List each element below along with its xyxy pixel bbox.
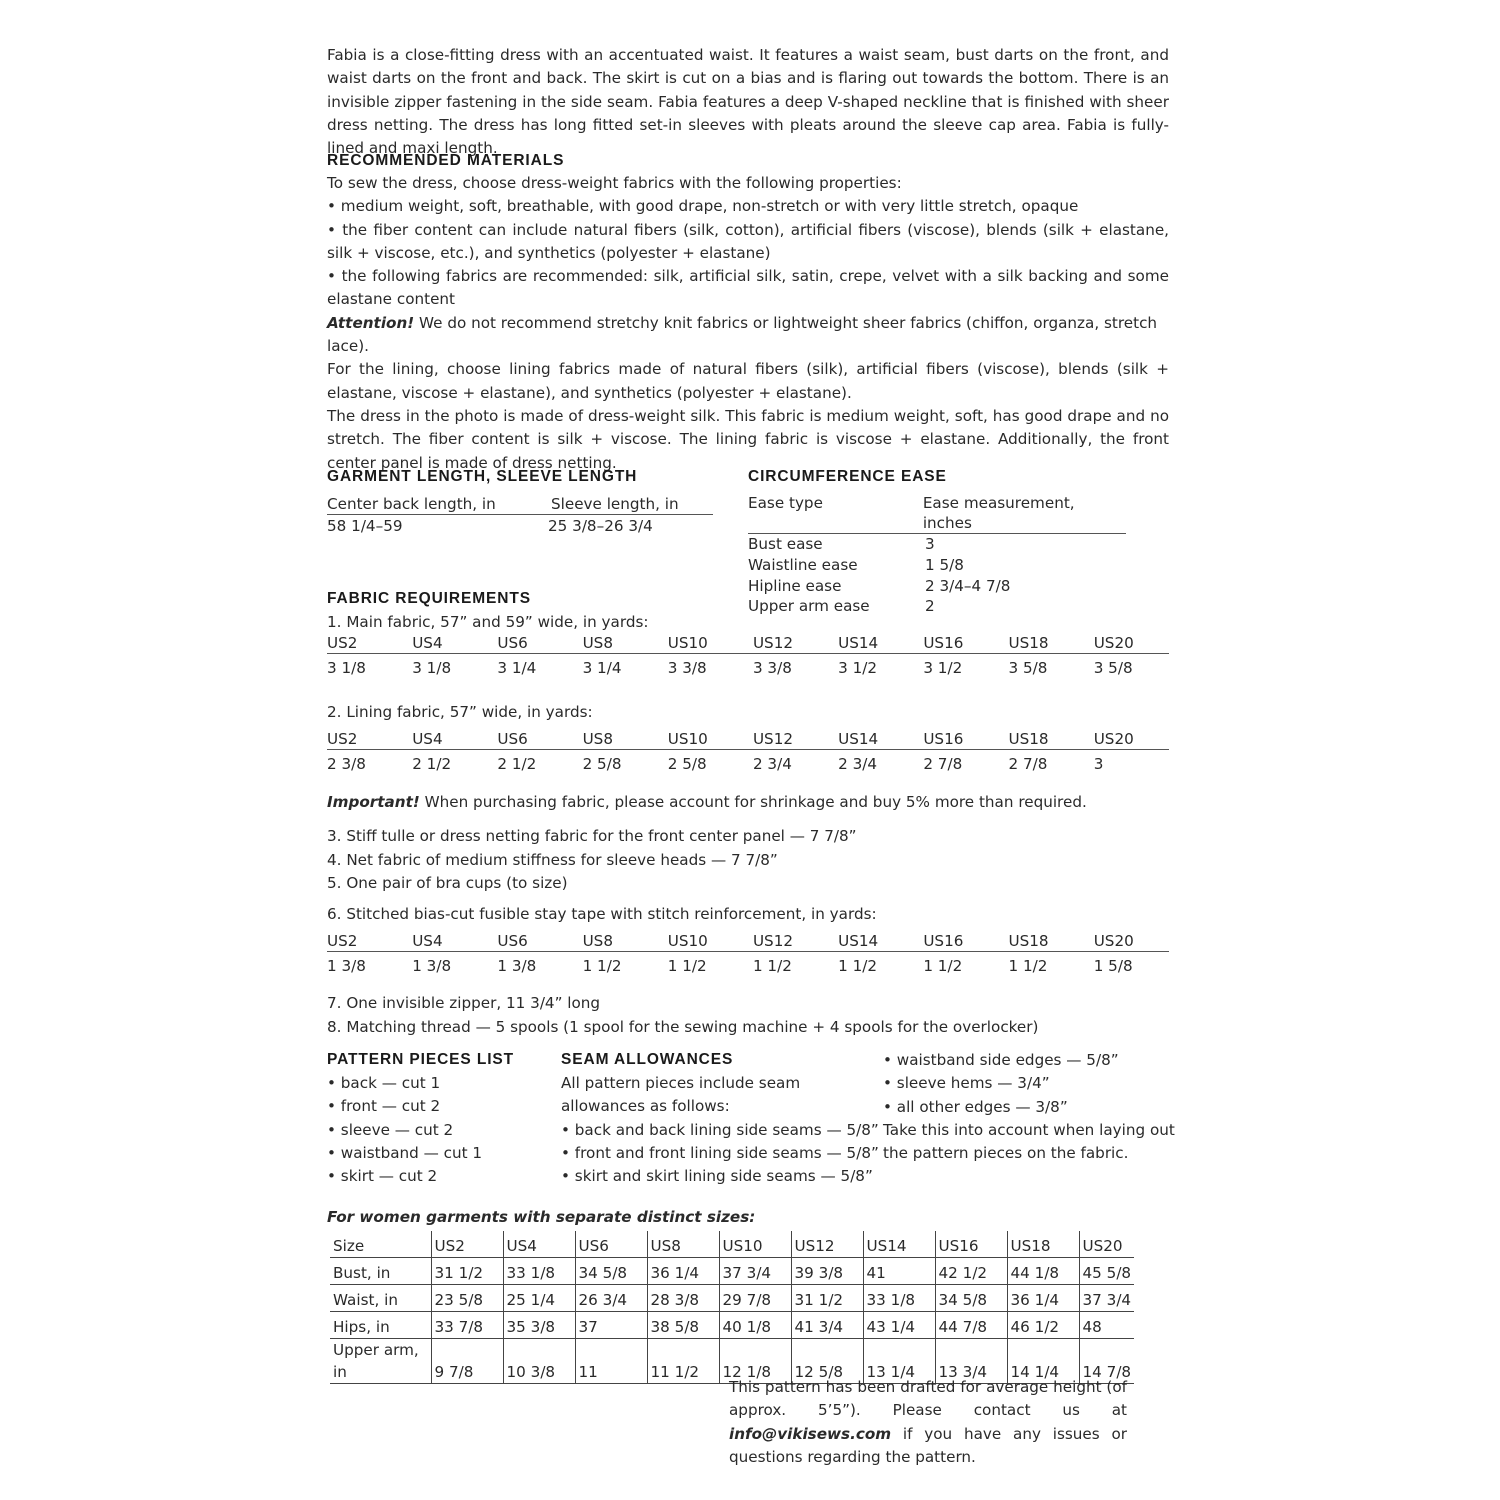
measurement-value-cell: 31 1/2	[431, 1258, 503, 1285]
yardage-cell: 1 3/8	[327, 957, 366, 975]
size-header-cell: US16	[923, 932, 964, 950]
measurement-value-cell: 26 3/4	[575, 1285, 647, 1312]
measurements-header-cell: Size	[330, 1231, 431, 1258]
measurements-row	[330, 1312, 1134, 1339]
yardage-cell: 3 3/8	[667, 659, 707, 677]
measurement-value-cell: 11	[575, 1339, 647, 1384]
ease-type: Bust ease	[748, 535, 823, 553]
measurements-header-cell: US8	[647, 1231, 719, 1258]
stay-tape-label: 6. Stitched bias-cut fusible stay tape with stitch reinforcement, in yards:	[327, 905, 877, 923]
ease-row	[748, 534, 1126, 555]
piece-item: • front — cut 2	[327, 1097, 441, 1116]
measurement-value-cell: 43 1/4	[863, 1312, 935, 1339]
seam-line: All pattern pieces include seam	[561, 1074, 801, 1092]
seam-line: • waistband side edges — 5/8”	[883, 1051, 1119, 1069]
measurement-value-cell: 40 1/8	[719, 1312, 791, 1339]
measurement-value-cell: 9 7/8	[431, 1339, 503, 1384]
fabric-items-3-5	[327, 825, 857, 896]
yardage-cell: 2 7/8	[1008, 755, 1048, 773]
yardage-cell: 3 1/2	[838, 659, 878, 677]
ease-type: Waistline ease	[748, 555, 858, 574]
size-header-cell: US20	[1093, 634, 1134, 652]
lining-fabric-block	[327, 700, 1169, 775]
ease-measurement-header: Ease measurement, inches	[922, 494, 1075, 532]
yardage-cell: 1 1/2	[582, 957, 622, 975]
measurement-value-cell: 33 1/8	[503, 1258, 575, 1285]
yardage-cell: 1 1/2	[667, 957, 707, 975]
pattern-pieces-heading: PATTERN PIECES LIST	[327, 1051, 515, 1068]
measurements-title: For women garments with separate distinct sizes:	[327, 1208, 756, 1226]
footer-text-pre: This pattern has been drafted for average height (of approx. 5’5”). Please contact us at	[729, 1378, 1127, 1420]
measurement-value-cell: 44 1/8	[1007, 1258, 1079, 1285]
photo-paragraph: The dress in the photo is made of dress-weight silk. This fabric is medium weight, soft, has good drape and no stretch. The fiber content is silk + viscose. The lining fabric is viscose + elastane. Additionally, the front center panel is made of dress netting.	[327, 406, 1169, 472]
yardage-cell: 1 3/8	[412, 957, 452, 975]
measurements-row	[330, 1258, 1134, 1285]
size-header-cell: US14	[838, 730, 879, 748]
main-fabric-label: 1. Main fabric, 57” and 59” wide, in yards:	[327, 613, 649, 631]
seam-line: • front and front lining side seams — 5/8”	[561, 1143, 879, 1162]
measurement-value-cell: 12 5/8	[791, 1339, 863, 1384]
important-text: When purchasing fabric, please account for shrinkage and buy 5% more than required.	[419, 793, 1087, 811]
stay-tape-block	[327, 902, 1169, 977]
measurement-value-cell: 37 3/4	[719, 1258, 791, 1285]
measurement-value-cell: 34 5/8	[935, 1285, 1007, 1312]
fabric-item-5: 5. One pair of bra cups (to size)	[327, 874, 568, 892]
piece-item: • skirt — cut 2	[327, 1167, 438, 1186]
measurements-header-cell: US2	[431, 1231, 503, 1258]
yardage-cell: 1 1/2	[923, 957, 963, 975]
center-back-length-header: Center back length, in	[327, 495, 496, 513]
sleeve-length-value: 25 3/8–26 3/4	[548, 517, 653, 535]
ease-value: 2 3/4–4 7/8	[925, 576, 1011, 595]
measurement-value-cell: 29 7/8	[719, 1285, 791, 1312]
seam-line: • all other edges — 3/8”	[883, 1097, 1068, 1116]
size-header-cell: US10	[667, 730, 708, 748]
intro-paragraph: Fabia is a close-fitting dress with an accentuated waist. It features a waist seam, bust darts on the front, and waist darts on the front and back. The skirt is cut on a bias and is flaring out towards the bottom. There is an invisible zipper fastening in the side seam. Fabia features a deep V-shaped neckline that is finished with sheer dress netting. The dress has long fitted set-in sleeves with pleats around the sleeve cap area. Fabia is fully-lined and maxi length.	[327, 46, 1169, 158]
measurements-row	[330, 1285, 1134, 1312]
size-header-cell: US12	[752, 932, 794, 950]
seam-line: the pattern pieces on the fabric.	[883, 1144, 1129, 1163]
measurement-label-cell: Upper arm, in	[330, 1339, 431, 1384]
materials-section	[327, 150, 1169, 475]
lining-fabric-values	[327, 750, 1169, 775]
measurements-header-cell: US14	[863, 1231, 935, 1258]
yardage-cell: 3 3/8	[752, 659, 792, 677]
yardage-cell: 1 1/2	[1008, 957, 1048, 975]
measurement-value-cell: 23 5/8	[431, 1285, 503, 1312]
measurements-header-cell: US6	[575, 1231, 647, 1258]
ease-row	[748, 555, 1126, 576]
seam-allowances-section	[561, 1049, 879, 1188]
measurement-value-cell: 28 3/8	[647, 1285, 719, 1312]
seam-line: • sleeve hems — 3/4”	[883, 1074, 1050, 1093]
center-back-length-value: 58 1/4–59	[327, 517, 403, 535]
size-header-cell: US16	[923, 634, 964, 652]
size-header-cell: US18	[1008, 634, 1049, 652]
seam-allowances-continued	[883, 1049, 1175, 1165]
yardage-cell: 3 1/8	[327, 659, 366, 677]
yardage-cell: 3	[1093, 755, 1104, 773]
attention-label: Attention!	[327, 313, 415, 332]
measurement-label-cell: Hips, in	[330, 1312, 431, 1339]
measurements-table	[330, 1231, 1134, 1384]
measurement-value-cell: 13 3/4	[935, 1339, 1007, 1384]
measurement-value-cell: 41 3/4	[791, 1312, 863, 1339]
yardage-cell: 2 3/4	[752, 755, 792, 773]
materials-heading: RECOMMENDED MATERIALS	[327, 152, 565, 169]
yardage-cell: 2 7/8	[923, 755, 963, 773]
measurement-value-cell: 38 5/8	[647, 1312, 719, 1339]
contact-email-link[interactable]: info@vikisews.com	[729, 1424, 892, 1443]
measurement-value-cell: 34 5/8	[575, 1258, 647, 1285]
materials-bullet-1: • medium weight, soft, breathable, with good drape, non-stretch or with very little stretch, opaque	[327, 197, 1079, 216]
size-header-cell: US12	[752, 730, 794, 748]
size-header-cell: US10	[667, 932, 708, 950]
yardage-cell: 3 1/8	[412, 659, 452, 677]
fabric-item-3: 3. Stiff tulle or dress netting fabric for the front center panel — 7 7/8”	[327, 827, 857, 845]
size-header-cell: US4	[412, 730, 443, 748]
materials-bullet-2: • the fiber content can include natural fibers (silk, cotton), artificial fibers (viscose), blends (silk + elastane, silk + viscose, etc.), and synthetics (polyester + elastane)	[327, 220, 1169, 262]
size-header-cell: US8	[582, 730, 613, 748]
size-header-cell: US6	[497, 932, 528, 950]
measurement-label-cell: Waist, in	[330, 1285, 431, 1312]
measurement-value-cell: 37 3/4	[1079, 1285, 1134, 1312]
measurement-value-cell: 35 3/8	[503, 1312, 575, 1339]
materials-bullet-3: • the following fabrics are recommended: silk, artificial silk, satin, crepe, velvet with a silk backing and some elastane content	[327, 267, 1169, 309]
measurement-value-cell: 46 1/2	[1007, 1312, 1079, 1339]
size-header-cell: US6	[497, 730, 528, 748]
yardage-cell: 2 1/2	[497, 755, 537, 773]
yardage-cell: 1 1/2	[752, 957, 792, 975]
yardage-cell: 3 1/4	[582, 659, 622, 677]
garment-length-heading: GARMENT LENGTH, SLEEVE LENGTH	[327, 468, 638, 485]
size-header-cell: US4	[412, 634, 443, 652]
ease-type: Hipline ease	[748, 576, 842, 595]
important-label: Important!	[327, 793, 420, 811]
sleeve-length-header: Sleeve length, in	[551, 495, 679, 513]
fabric-item-7: 7. One invisible zipper, 11 3/4” long	[327, 994, 601, 1012]
size-header-cell: US16	[923, 730, 964, 748]
size-header-cell: US2	[327, 730, 358, 748]
piece-item: • sleeve — cut 2	[327, 1120, 454, 1139]
piece-item: • waistband — cut 1	[327, 1143, 483, 1162]
fabric-items-7-8	[327, 992, 1038, 1039]
measurement-value-cell: 33 7/8	[431, 1312, 503, 1339]
fabric-item-8: 8. Matching thread — 5 spools (1 spool for the sewing machine + 4 spools for the overlocker)	[327, 1017, 1039, 1036]
yardage-cell: 3 1/2	[923, 659, 963, 677]
measurement-value-cell: 42 1/2	[935, 1258, 1007, 1285]
measurement-value-cell: 36 1/4	[647, 1258, 719, 1285]
measurement-value-cell: 13 1/4	[863, 1339, 935, 1384]
size-header-cell: US8	[582, 634, 613, 652]
yardage-cell: 1 3/8	[497, 957, 537, 975]
yardage-cell: 3 1/4	[497, 659, 537, 677]
fabric-section	[327, 588, 1169, 679]
ease-header	[748, 493, 1126, 534]
yardage-cell: 3 5/8	[1008, 659, 1048, 677]
measurements-header-cell: US4	[503, 1231, 575, 1258]
yardage-cell: 2 1/2	[412, 755, 452, 773]
seam-line: • back and back lining side seams — 5/8”	[561, 1120, 879, 1139]
fabric-item-4: 4. Net fabric of medium stiffness for sleeve heads — 7 7/8”	[327, 850, 778, 869]
ease-heading: CIRCUMFERENCE EASE	[748, 468, 947, 485]
ease-value: 2	[925, 597, 935, 616]
garment-length-section	[327, 466, 713, 537]
measurement-value-cell: 44 7/8	[935, 1312, 1007, 1339]
measurement-value-cell: 14 7/8	[1079, 1339, 1134, 1384]
yardage-cell: 1 5/8	[1093, 957, 1133, 975]
yardage-cell: 2 3/4	[838, 755, 878, 773]
measurements-header-row	[330, 1231, 1134, 1258]
measurement-value-cell: 14 1/4	[1007, 1339, 1079, 1384]
attention-note	[327, 312, 1169, 359]
yardage-cell: 1 1/2	[838, 957, 878, 975]
measurement-value-cell: 45 5/8	[1079, 1258, 1134, 1285]
stay-tape-values	[327, 952, 1169, 977]
yardage-cell: 2 3/8	[327, 755, 366, 773]
measurement-value-cell: 33 1/8	[863, 1285, 935, 1312]
ease-value: 3	[925, 535, 935, 553]
size-header-cell: US20	[1093, 730, 1134, 748]
size-header-cell: US18	[1008, 730, 1049, 748]
yardage-cell: 2 5/8	[582, 755, 622, 773]
footer-text-post: if you have any issues or questions regarding the pattern.	[729, 1424, 1127, 1466]
intro-block	[327, 44, 1169, 160]
size-header-cell: US14	[838, 634, 879, 652]
yardage-cell: 3 5/8	[1093, 659, 1133, 677]
size-header-cell: US2	[327, 634, 358, 652]
measurements-header-cell: US10	[719, 1231, 791, 1258]
measurement-value-cell: 31 1/2	[791, 1285, 863, 1312]
measurement-value-cell: 12 1/8	[719, 1339, 791, 1384]
size-header-cell: US18	[1008, 932, 1049, 950]
measurements-header-cell: US18	[1007, 1231, 1079, 1258]
lining-fabric-sizes	[327, 730, 1169, 750]
pattern-pieces-section	[327, 1049, 514, 1188]
fabric-heading: FABRIC REQUIREMENTS	[327, 590, 531, 607]
measurements-header-cell: US12	[791, 1231, 863, 1258]
size-header-cell: US10	[667, 634, 708, 652]
size-header-cell: US14	[838, 932, 879, 950]
garment-length-header	[327, 494, 713, 515]
footer-note	[729, 1376, 1127, 1469]
yardage-cell: 2 5/8	[667, 755, 707, 773]
garment-length-values	[327, 515, 713, 537]
seam-line: allowances as follows:	[561, 1097, 730, 1116]
lining-paragraph: For the lining, choose lining fabrics made of natural fibers (silk), artificial fibers (viscose), blends (silk + elastane, viscose + elastane), and synthetics (polyester + elastane).	[327, 360, 1169, 402]
measurement-value-cell: 36 1/4	[1007, 1285, 1079, 1312]
lining-fabric-label: 2. Lining fabric, 57” wide, in yards:	[327, 703, 593, 721]
seam-line: • skirt and skirt lining side seams — 5/8”	[561, 1167, 873, 1186]
size-header-cell: US12	[752, 634, 794, 652]
piece-item: • back — cut 1	[327, 1074, 441, 1092]
attention-text: We do not recommend stretchy knit fabrics or lightweight sheer fabrics (chiffon, organza, stretch lace).	[327, 313, 1158, 356]
measurement-value-cell: 10 3/8	[503, 1339, 575, 1384]
ease-type-header: Ease type	[748, 494, 823, 512]
size-header-cell: US20	[1093, 932, 1134, 950]
materials-lead: To sew the dress, choose dress-weight fabrics with the following properties:	[327, 174, 902, 192]
measurement-label-cell: Bust, in	[330, 1258, 431, 1285]
size-header-cell: US6	[497, 634, 528, 652]
measurements-header-cell: US16	[935, 1231, 1007, 1258]
size-header-cell: US4	[412, 932, 443, 950]
seam-line: Take this into account when laying out	[883, 1120, 1175, 1139]
size-header-cell: US2	[327, 932, 358, 950]
size-header-cell: US8	[582, 932, 613, 950]
stay-tape-sizes	[327, 932, 1169, 952]
measurement-value-cell: 37	[575, 1312, 647, 1339]
seam-allowances-heading: SEAM ALLOWANCES	[561, 1051, 734, 1068]
measurement-value-cell: 25 1/4	[503, 1285, 575, 1312]
measurements-header-cell: US20	[1079, 1231, 1134, 1258]
measurement-value-cell: 39 3/8	[791, 1258, 863, 1285]
measurement-value-cell: 11 1/2	[647, 1339, 719, 1384]
measurement-value-cell: 48	[1079, 1312, 1134, 1339]
main-fabric-values	[327, 654, 1169, 679]
ease-type: Upper arm ease	[748, 597, 870, 616]
important-note	[327, 791, 1087, 814]
ease-value: 1 5/8	[925, 555, 964, 574]
main-fabric-sizes	[327, 634, 1169, 654]
measurement-value-cell: 41	[863, 1258, 935, 1285]
